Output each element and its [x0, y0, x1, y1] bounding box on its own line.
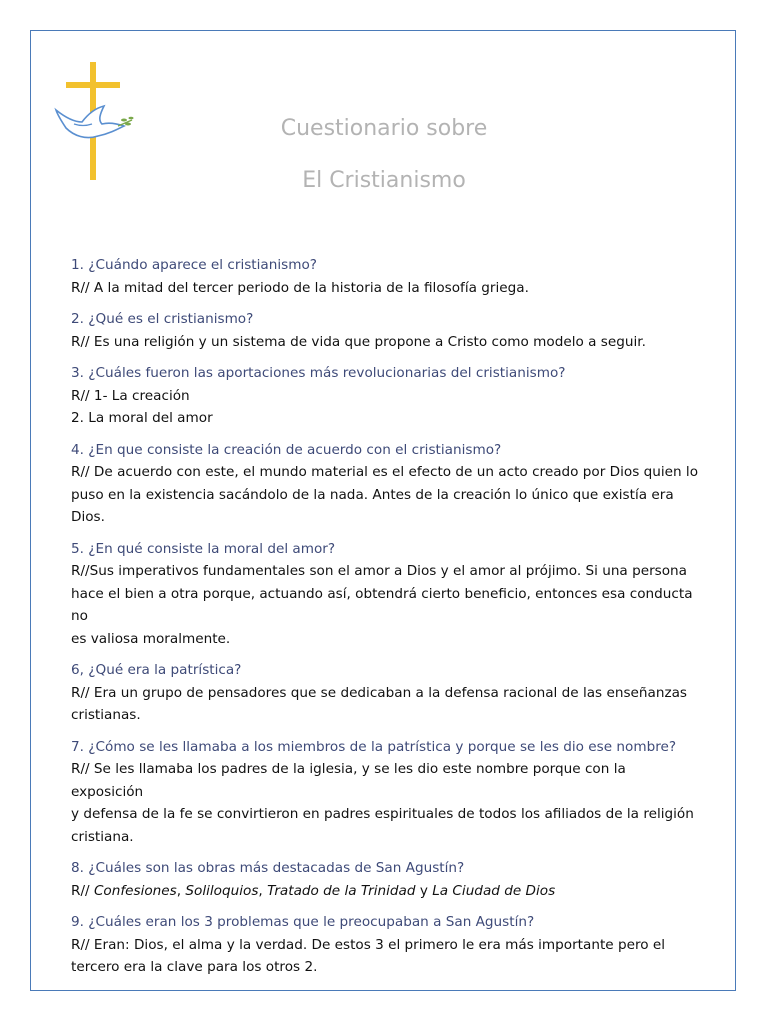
answer-line: R//Sus imperativos fundamentales son el amor a Dios y el amor al prójimo. Si una persona	[71, 563, 688, 579]
qa-item-6	[71, 659, 701, 727]
answer-line: cristiana.	[71, 828, 134, 845]
answer-line: 2. La moral del amor	[71, 410, 213, 426]
qa-item-5	[71, 538, 701, 651]
answer-line: R// Se les llamaba los padres de la iglesia, y se les dio este nombre porque con la exposición	[71, 761, 626, 800]
qa-item-9	[71, 911, 701, 979]
conjunction: y	[415, 882, 433, 899]
answer-line: R// 1- La creación	[71, 387, 190, 404]
work-title: Confesiones	[93, 882, 177, 899]
qa-item-3	[71, 362, 701, 430]
question: 7. ¿Cómo se les llamaba a los miembros de la patrística y porque se les dio ese nombre?	[71, 738, 677, 755]
work-title: Soliloquios	[185, 882, 259, 899]
question: 9. ¿Cuáles eran los 3 problemas que le preocupaban a San Agustín?	[71, 914, 535, 930]
qa-item-7	[71, 736, 701, 849]
qa-item-4	[71, 439, 701, 529]
question: 1. ¿Cuándo aparece el cristianismo?	[71, 257, 317, 273]
qa-item-8	[71, 857, 701, 902]
question: 4. ¿En que consiste la creación de acuerdo con el cristianismo?	[71, 441, 502, 458]
answer-line: hace el bien a otra porque, actuando así, obtendrá cierto beneficio, entonces esa conducta no	[71, 585, 693, 624]
answer-line: R// Eran: Dios, el alma y la verdad. De estos 3 el primero le era más importante pero el	[71, 936, 666, 953]
question: 8. ¿Cuáles son las obras más destacadas de San Agustín?	[71, 860, 465, 876]
question: 6, ¿Qué era la patrística?	[71, 662, 242, 678]
answer-line: R// De acuerdo con este, el mundo material es el efecto de un acto creado por Dios quien lo	[71, 464, 699, 480]
answer-line: R// Es una religión y un sistema de vida que propone a Cristo como modelo a seguir.	[71, 333, 646, 350]
document-title-line1: Cuestionario sobre	[280, 116, 488, 141]
work-title: La Ciudad de Dios	[432, 882, 556, 899]
qa-list	[71, 254, 701, 988]
answer-line	[71, 880, 701, 903]
answer-line: es valiosa moralmente.	[71, 630, 231, 647]
answer-line: y defensa de la fe se convirtieron en padres espirituales de todos los afiliados de la religión	[71, 806, 694, 822]
answer-line: cristianas.	[71, 707, 141, 723]
question: 5. ¿En qué consiste la moral del amor?	[71, 540, 336, 557]
separator: ,	[176, 882, 186, 899]
answer-prefix: R//	[71, 882, 94, 899]
answer-line: puso en la existencia sacándolo de la nada. Antes de la creación lo único que existía era Dios.	[71, 486, 674, 525]
qa-item-1	[71, 254, 701, 299]
work-title: Tratado de la Trinidad	[267, 882, 416, 899]
separator: ,	[258, 882, 268, 899]
question: 2. ¿Qué es el cristianismo?	[71, 311, 254, 327]
answer-line: R// Era un grupo de pensadores que se dedicaban a la defensa racional de las enseñanzas	[71, 684, 687, 701]
question: 3. ¿Cuáles fueron las aportaciones más revolucionarias del cristianismo?	[71, 365, 566, 381]
qa-item-2	[71, 308, 701, 353]
document-title-line2: El Cristianismo	[302, 168, 466, 193]
answer-line: R// A la mitad del tercer periodo de la historia de la filosofía griega.	[71, 279, 529, 296]
answer-line: tercero era la clave para los otros 2.	[71, 959, 318, 975]
